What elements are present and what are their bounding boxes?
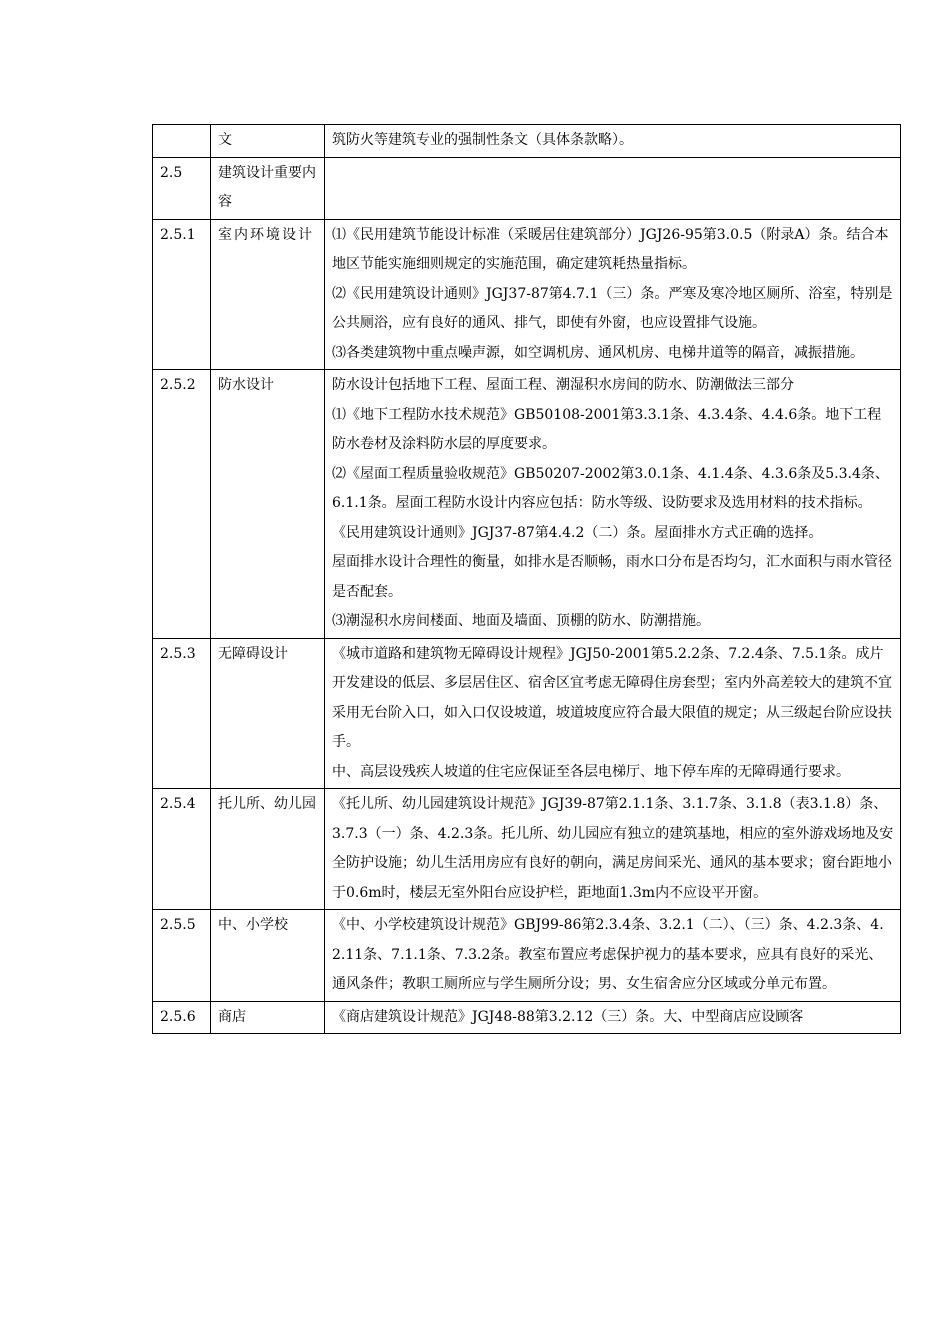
section-title: 文 bbox=[211, 125, 325, 158]
content-paragraph: 《托儿所、幼儿园建筑设计规范》JGJ39-87第2.1.1条、3.1.7条、3.1.8（表3.1.8）条、3.7.3（一）条、4.2.3条。托儿所、幼儿园应有独立的建筑基地，相应的室外游戏场地及安全防护设施；幼儿生活用房应有良好的朝向，满足房间采光、通风的基本要求；窗台距地小于0.6m时，楼层无室外阳台应设护栏，距地面1.3m内不应设平开窗。 bbox=[332, 796, 894, 901]
section-number bbox=[153, 125, 211, 158]
section-title: 无障碍设计 bbox=[211, 638, 325, 789]
section-title: 建筑设计重要内容 bbox=[211, 157, 325, 219]
content-paragraph: 防水设计包括地下工程、屋面工程、潮湿积水房间的防水、防潮做法三部分 bbox=[332, 377, 794, 393]
section-number: 2.5.4 bbox=[153, 789, 211, 910]
section-number: 2.5.6 bbox=[153, 1001, 211, 1034]
content-paragraph: 中、高层设残疾人坡道的住宅应保证至各层电梯厅、地下停车库的无障碍通行要求。 bbox=[332, 763, 850, 780]
content-paragraph: 《商店建筑设计规范》JGJ48-88第3.2.12（三）条。大、中型商店应设顾客 bbox=[332, 1008, 804, 1025]
table-row bbox=[153, 1001, 901, 1034]
section-number: 2.5.3 bbox=[153, 638, 211, 789]
table-row bbox=[153, 219, 901, 370]
content-paragraph: ⑶各类建筑物中重点噪声源，如空调机房、通风机房、电梯井道等的隔音，减振措施。 bbox=[332, 344, 864, 361]
section-title: 托儿所、幼儿园 bbox=[211, 789, 325, 910]
section-title: 室内环境设计 bbox=[211, 219, 325, 370]
content-paragraph: ⑵《屋面工程质量验收规范》GB50207-2002第3.0.1条、4.1.4条、4.3.6条及5.3.4条、6.1.1条。屋面工程防水设计内容应包括：防水等级、设防要求及选用材料的技术指标。 bbox=[332, 465, 889, 511]
section-content bbox=[325, 789, 901, 910]
table-row bbox=[153, 789, 901, 910]
section-number: 2.5.2 bbox=[153, 370, 211, 639]
section-number: 2.5.5 bbox=[153, 910, 211, 1002]
section-number: 2.5 bbox=[153, 157, 211, 219]
content-paragraph: 《民用建筑设计通则》JGJ37-87第4.4.2（二）条。屋面排水方式正确的选择。 bbox=[332, 524, 823, 541]
content-paragraph: ⑵《民用建筑设计通则》JGJ37-87第4.7.1（三）条。严寒及寒冷地区厕所、浴室，特别是公共厕浴，应有良好的通风、排气，即使有外窗，也应设置排气设施。 bbox=[332, 285, 893, 331]
section-number: 2.5.1 bbox=[153, 219, 211, 370]
content-paragraph: ⑴《地下工程防水技术规范》GB50108-2001第3.3.1条、4.3.4条、4.4.6条。地下工程防水卷材及涂料防水层的厚度要求。 bbox=[332, 406, 882, 452]
content-paragraph: 《中、小学校建筑设计规范》GBJ99-86第2.3.4条、3.2.1（二）、（三）条、4.2.3条、4.2.11条、7.1.1条、7.3.2条。教室布置应考虑保护视力的基本要求，应具有良好的采光、通风条件；教职工厕所应与学生厕所分设；男、女生宿舍应分区域或分单元布置。 bbox=[332, 917, 884, 992]
standards-table bbox=[152, 124, 901, 1034]
section-content bbox=[325, 370, 901, 639]
table-row bbox=[153, 125, 901, 158]
section-content bbox=[325, 157, 901, 219]
content-paragraph: 《城市道路和建筑物无障碍设计规程》JGJ50-2001第5.2.2条、7.2.4条、7.5.1条。成片开发建设的低层、多层居住区、宿舍区宜考虑无障碍住房套型；室内外高差较大的建筑不宜采用无台阶入口，如入口仅设坡道，坡道坡度应符合最大限值的规定；从三级起台阶应设扶手。 bbox=[332, 645, 892, 750]
section-content bbox=[325, 219, 901, 370]
section-content bbox=[325, 1001, 901, 1034]
content-paragraph: ⑴《民用建筑节能设计标准（采暖居住建筑部分）JGJ26-95第3.0.5（附录A）条。结合本地区节能实施细则规定的实施范围，确定建筑耗热量指标。 bbox=[332, 226, 889, 272]
section-title: 商店 bbox=[211, 1001, 325, 1034]
table-row bbox=[153, 370, 901, 639]
content-paragraph: ⑶潮湿积水房间楼面、地面及墙面、顶棚的防水、防潮措施。 bbox=[332, 613, 710, 629]
table-row bbox=[153, 910, 901, 1002]
content-paragraph: 筑防火等建筑专业的强制性条文（具体条款略）。 bbox=[332, 132, 633, 148]
table-row bbox=[153, 638, 901, 789]
section-title: 中、小学校 bbox=[211, 910, 325, 1002]
section-content bbox=[325, 638, 901, 789]
section-content bbox=[325, 125, 901, 158]
section-content bbox=[325, 910, 901, 1002]
section-title: 防水设计 bbox=[211, 370, 325, 639]
content-paragraph: 屋面排水设计合理性的衡量，如排水是否顺畅，雨水口分布是否均匀，汇水面积与雨水管径是否配套。 bbox=[332, 554, 892, 600]
table-row bbox=[153, 157, 901, 219]
